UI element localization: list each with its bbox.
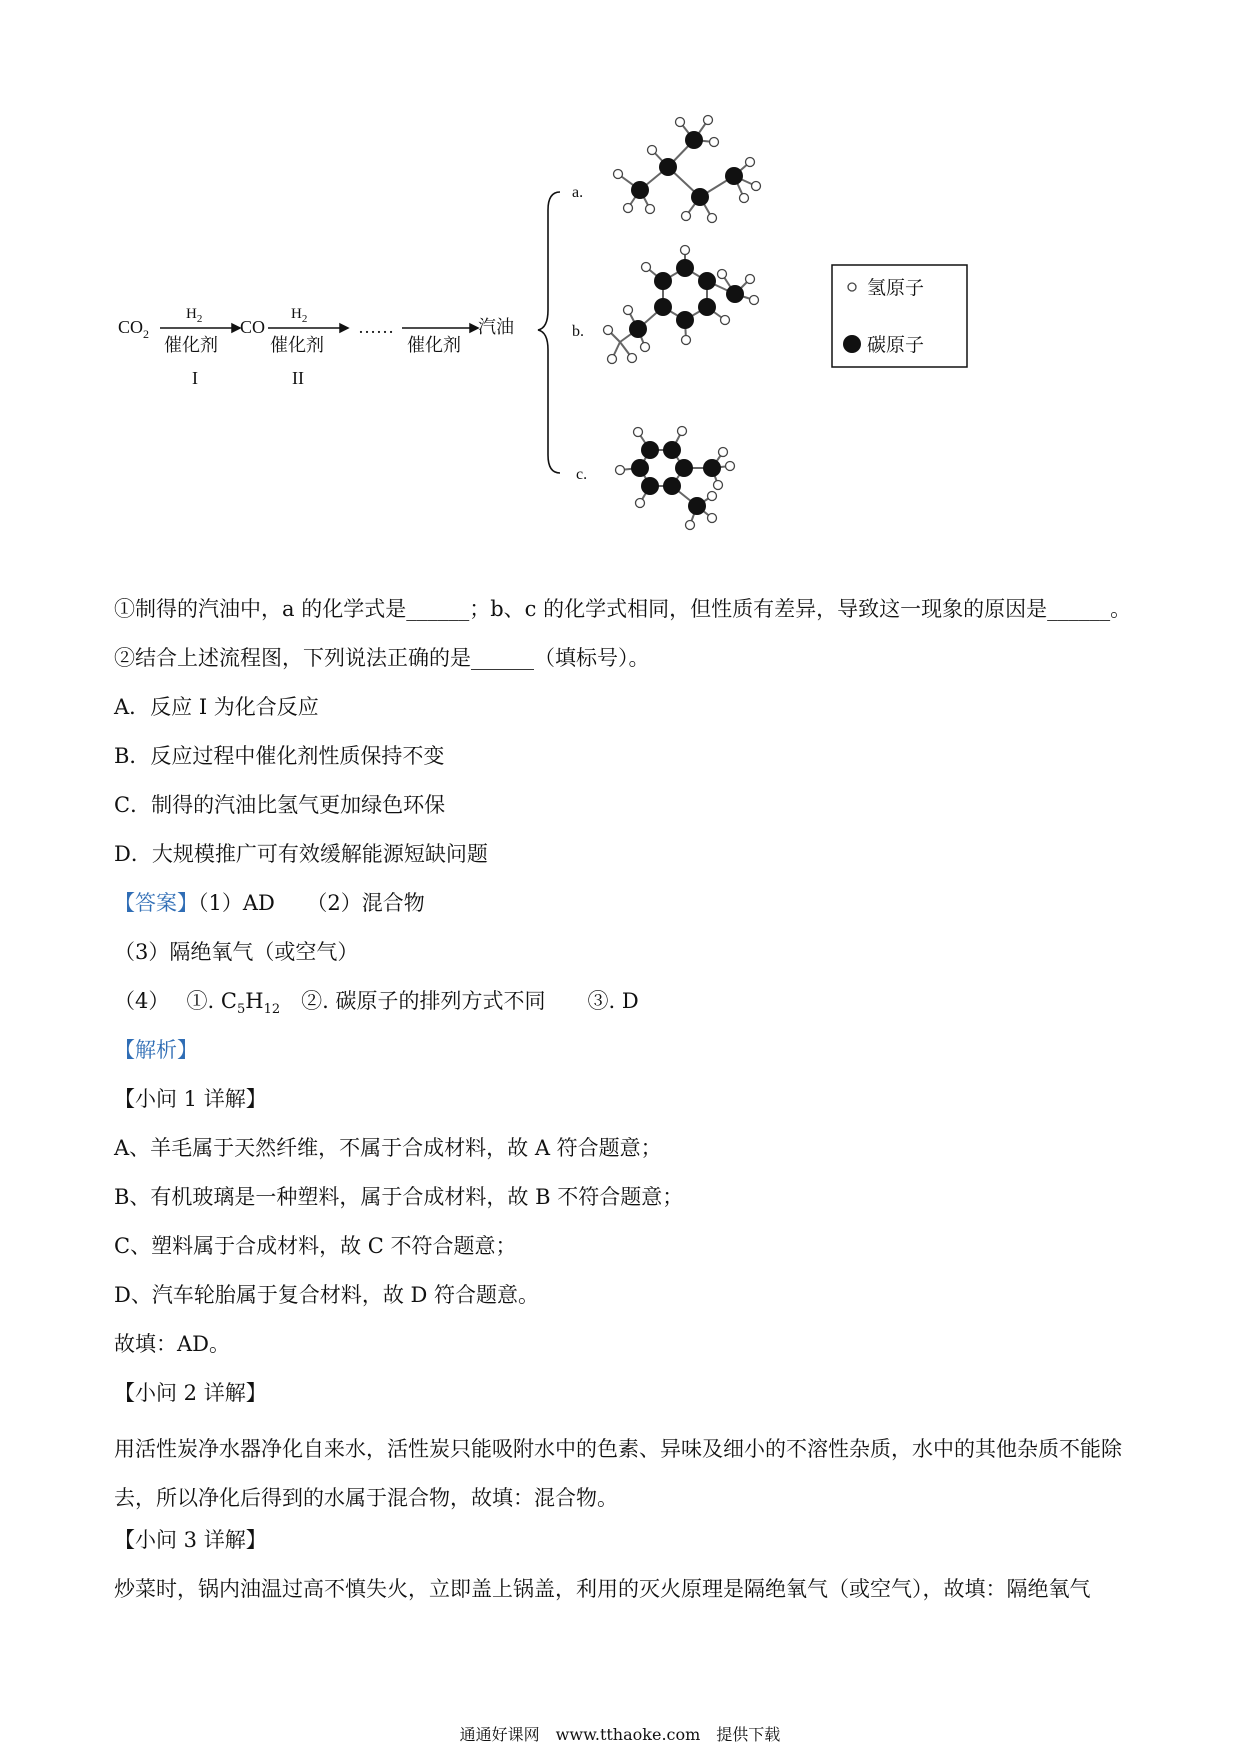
legend-carbon-label: 碳原子 bbox=[867, 335, 925, 356]
sub1-line-b: B、有机玻璃是一种塑料，属于合成材料，故 B 不符合题意； bbox=[114, 1185, 684, 1209]
option-a: A．反应 I 为化合反应 bbox=[114, 695, 319, 719]
legend bbox=[832, 265, 967, 367]
answer-label: 【答案】 bbox=[114, 891, 198, 915]
answer-4-line: （4） ①. $C_5H_{12}$ ②. 碳原子的排列方式不同 ③. D bbox=[114, 989, 639, 1018]
sub-question-2-title: 【小问 2 详解】 bbox=[114, 1381, 267, 1405]
document-body bbox=[114, 592, 1134, 1621]
sub-question-3-title: 【小问 3 详解】 bbox=[114, 1528, 267, 1552]
option-d: D．大规模推广可有效缓解能源短缺问题 bbox=[114, 842, 488, 866]
sub1-line-d: D、汽车轮胎属于复合材料，故 D 符合题意。 bbox=[114, 1283, 540, 1307]
question-1-line: ①制得的汽油中，a 的化学式是______；b、c 的化学式相同，但性质有差异，导致这一现象的原因是______。 bbox=[114, 597, 1132, 621]
label-b: b. bbox=[572, 323, 584, 340]
brace bbox=[538, 192, 560, 473]
roman-label-2: II bbox=[292, 368, 304, 388]
gasoline-label: 汽油 bbox=[478, 317, 514, 337]
option-b: B．反应过程中催化剂性质保持不变 bbox=[114, 744, 445, 768]
legend-hydrogen-label: 氢原子 bbox=[867, 278, 925, 299]
gasoline-synthesis-diagram bbox=[0, 0, 1240, 590]
roman-label-1: I bbox=[192, 368, 198, 388]
sub1-line-a: A、羊毛属于天然纤维，不属于合成材料，故 A 符合题意； bbox=[114, 1136, 662, 1160]
sub-question-1-title: 【小问 1 详解】 bbox=[114, 1087, 267, 1111]
label-c: c. bbox=[576, 466, 588, 483]
sub1-line-c: C、塑料属于合成材料，故 C 不符合题意； bbox=[114, 1234, 517, 1258]
catalyst-label-1: 催化剂 bbox=[164, 335, 218, 355]
h2-label-1: $H_2$ bbox=[186, 306, 203, 325]
sub1-fill: 故填：AD。 bbox=[114, 1332, 231, 1356]
ellipsis-label: …… bbox=[358, 317, 394, 337]
label-a: a. bbox=[572, 184, 584, 201]
catalyst-label-3: 催化剂 bbox=[407, 335, 461, 355]
carbon-atom-icon bbox=[843, 335, 861, 353]
co-label: CO bbox=[240, 317, 266, 337]
sub2-text: 用活性炭净水器净化自来水，活性炭只能吸附水中的色素、异味及细小的不溶性杂质，水中的其他杂质不能除去，所以净化后得到的水属于混合物，故填：混合物。 bbox=[114, 1437, 1122, 1510]
answer-line bbox=[114, 886, 1134, 935]
hydrogen-atom-icon bbox=[848, 283, 856, 291]
h2-label-2: $H_2$ bbox=[291, 306, 308, 325]
footer-watermark: 通通好课网 www.tthaoke.com 提供下载 bbox=[459, 1725, 781, 1744]
co2-label: $CO_2$ bbox=[118, 317, 150, 341]
answer-3-line: （3）隔绝氧气（或空气） bbox=[114, 940, 359, 964]
analysis-label: 【解析】 bbox=[114, 1038, 198, 1062]
answer-text: （1）AD （2）混合物 bbox=[198, 891, 425, 915]
option-c: C．制得的汽油比氢气更加绿色环保 bbox=[114, 793, 446, 817]
question-2-line: ②结合上述流程图，下列说法正确的是______（填标号）。 bbox=[114, 646, 650, 670]
sub3-text: 炒菜时，锅内油温过高不慎失火，立即盖上锅盖，利用的灭火原理是隔绝氧气（或空气），故填：隔绝氧气 bbox=[114, 1577, 1091, 1601]
catalyst-label-2: 催化剂 bbox=[270, 335, 324, 355]
